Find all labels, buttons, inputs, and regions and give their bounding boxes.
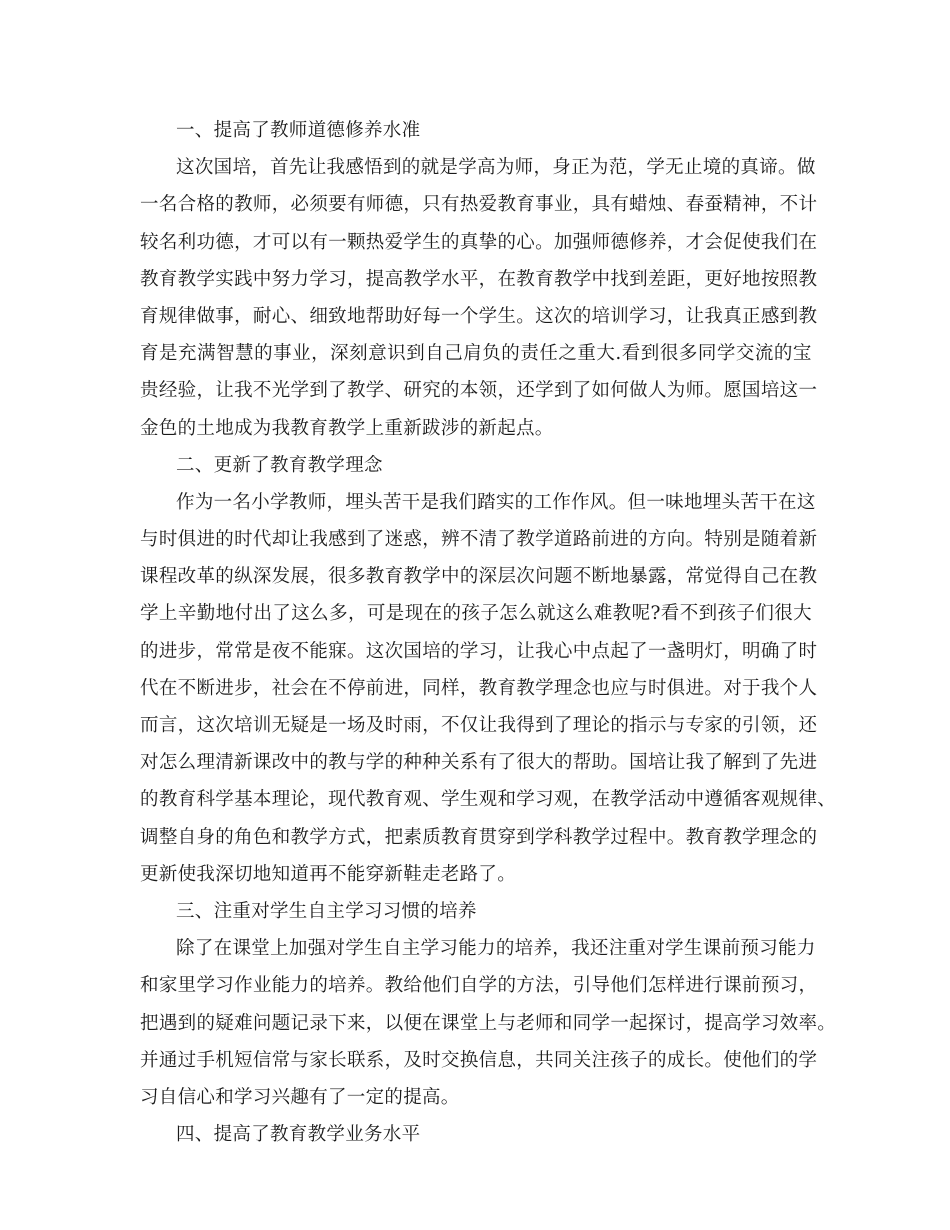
- paragraph-line: 与 时 俱 进 的 时 代 却 让 我 感 到 了 迷 惑 ， 辨 不 清 了 教 学 道 路 前 进 的 方 向 。 特 别 是 随 着 新: [140, 529, 818, 551]
- paragraph-line: 课 程 改 革 的 纵 深 发 展 ， 很 多 教 育 教 学 中 的 深 层 次 问 题 不 断 地 暴 露 ， 常 觉 得 自 己 在 教: [140, 566, 818, 588]
- paragraph-line: 育 是 充 满 智 慧 的 事 业 ， 深 刻 意 识 到 自 己 肩 负 的 责 任 之 重 大 . 看 到 很 多 同 学 交 流 的 宝: [140, 343, 812, 365]
- section-heading: 四、提高了教育教学业务水平: [176, 1124, 421, 1146]
- paragraph-line: 较 名 利 功 德 ， 才 可 以 有 一 颗 热 爱 学 生 的 真 挚 的 心 。 加 强 师 德 修 养 ， 才 会 促 使 我 们 在: [140, 231, 818, 253]
- paragraph-line: 育 规 律 做 事 ， 耐 心 、 细 致 地 帮 助 好 每 一 个 学 生 。 这 次 的 培 训 学 习 ， 让 我 真 正 感 到 教: [140, 305, 818, 327]
- paragraph-line: 习自信心和学习兴趣有了一定的提高。: [140, 1086, 460, 1108]
- paragraph-line: 作 为 一 名 小 学 教 师 ， 埋 头 苦 干 是 我 们 踏 实 的 工 作 作 风 。 但 一 味 地 埋 头 苦 干 在 这: [176, 491, 816, 513]
- paragraph-line: 并 通 过 手 机 短 信 常 与 家 长 联 系 ， 及 时 交 换 信 息 ， 共 同 关 注 孩 子 的 成 长 。 使 他 们 的 学: [140, 1049, 818, 1071]
- paragraph-line: 把 遇 到 的 疑 难 问 题 记 录 下 来 ， 以 便 在 课 堂 上 与 老 师 和 同 学 一 起 探 讨 ， 提 高 学 习 效 率 。: [140, 1012, 837, 1034]
- paragraph-line: 教 育 教 学 实 践 中 努 力 学 习 ， 提 高 教 学 水 平 ， 在 教 育 教 学 中 找 到 差 距 ， 更 好 地 按 照 教: [140, 268, 818, 290]
- paragraph-line: 贵 经 验 ， 让 我 不 光 学 到 了 教 学 、 研 究 的 本 领 ， 还 学 到 了 如 何 做 人 为 师 。 愿 国 培 这 一: [140, 380, 818, 402]
- paragraph-line: 的 教 育 科 学 基 本 理 论 ， 现 代 教 育 观 、 学 生 观 和 学 习 观 ， 在 教 学 活 动 中 遵 循 客 观 规 律 、: [140, 789, 837, 811]
- paragraph-line: 调 整 自 身 的 角 色 和 教 学 方 式 ， 把 素 质 教 育 贯 穿 到 学 科 教 学 过 程 中 。 教 育 教 学 理 念 的: [140, 826, 818, 848]
- paragraph-line: 更新使我深切地知道再不能穿新鞋走老路了。: [140, 863, 517, 885]
- paragraph-line: 这 次 国 培 ， 首 先 让 我 感 悟 到 的 就 是 学 高 为 师 ， 身 正 为 范 ， 学 无 止 境 的 真 谛 。 做: [176, 157, 816, 179]
- paragraph-line: 代 在 不 断 进 步 ， 社 会 在 不 停 前 进 ， 同 样 ， 教 育 教 学 理 念 也 应 与 时 俱 进 。 对 于 我 个 人: [140, 677, 818, 699]
- paragraph-line: 对 怎 么 理 清 新 课 改 中 的 教 与 学 的 种 种 关 系 有 了 很 大 的 帮 助 。 国 培 让 我 了 解 到 了 先 进: [140, 752, 818, 774]
- section-heading: 一、提高了教师道德修养水准: [176, 120, 421, 141]
- document-page: [140, 112, 837, 1153]
- paragraph-line: 而 言 ， 这 次 培 训 无 疑 是 一 场 及 时 雨 ， 不 仅 让 我 得 到 了 理 论 的 指 示 与 专 家 的 引 领 ， 还: [140, 715, 818, 736]
- paragraph-line: 一 名 合 格 的 教 师 ， 必 须 要 有 师 德 ， 只 有 热 爱 教 育 事 业 ， 具 有 蜡 烛 、 春 蚕 精 神 ， 不 计: [140, 194, 818, 216]
- paragraph-line: 的 进 步 ， 常 常 是 夜 不 能 寐 。 这 次 国 培 的 学 习 ， 让 我 心 中 点 起 了 一 盏 明 灯 ， 明 确 了 时: [140, 640, 818, 662]
- section-heading: 二、更新了教育教学理念: [176, 454, 383, 476]
- paragraph-line: 金色的土地成为我教育教学上重新跋涉的新起点。: [140, 417, 554, 439]
- paragraph-line: 除 了 在 课 堂 上 加 强 对 学 生 自 主 学 习 能 力 的 培 养 ， 我 还 注 重 对 学 生 课 前 预 习 能 力: [176, 938, 816, 960]
- paragraph-line: 学 上 辛 勤 地 付 出 了 这 么 多 ， 可 是 现 在 的 孩 子 怎 么 就 这 么 难 教 呢 ? 看 不 到 孩 子 们 很 大: [140, 603, 812, 625]
- paragraph-line: 和 家 里 学 习 作 业 能 力 的 培 养 。 教 给 他 们 自 学 的 方 法 ， 引 导 他 们 怎 样 进 行 课 前 预 习 ，: [140, 975, 818, 997]
- section-heading: 三、注重对学生自主学习习惯的培养: [176, 900, 477, 922]
